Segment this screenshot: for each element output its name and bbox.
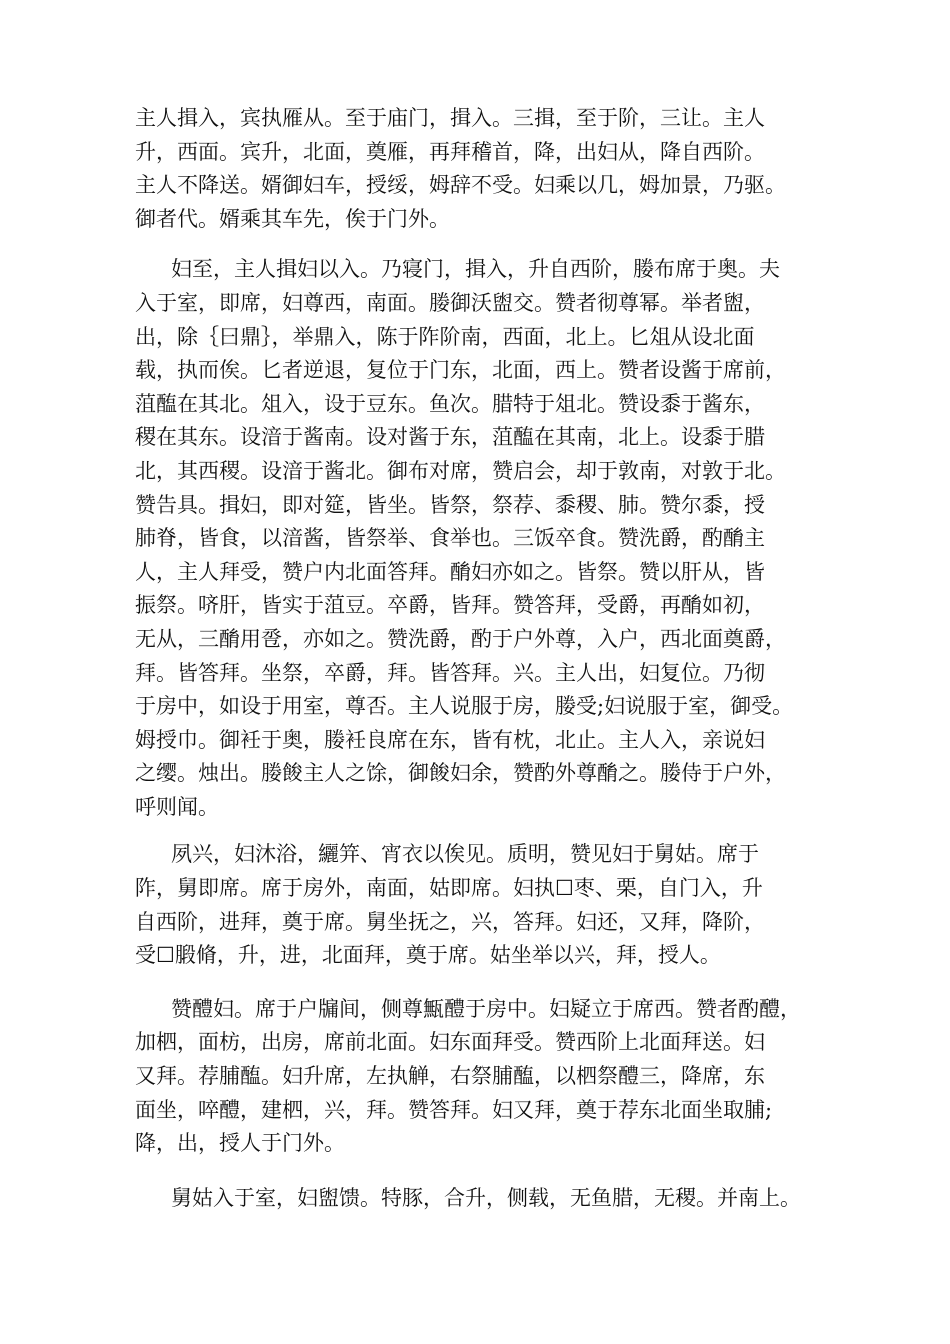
text-line: 御者代。婿乘其车先，俟于门外。 [135,206,450,231]
text-line: 于房中，如设于用室，尊否。主人说服于房，媵受;妇说服于室，御受。 [135,694,794,719]
text-line: 主人揖入，宾执雁从。至于庙门，揖入。三揖，至于阶，三让。主人 [135,106,765,130]
text-line: 面坐，啐醴，建柶，兴，拜。赞答拜。妇又拜，奠于荐东北面坐取脯; [135,1097,773,1122]
text-line: 赞告具。揖妇，即对筵，皆坐。皆祭，祭荐、黍稷、肺。赞尔黍，授 [135,492,765,517]
paragraph-5 [135,1182,840,1216]
text-line: 降，出，授人于门外。 [135,1131,345,1156]
text-line: 之缨。烛出。媵餕主人之馀，御餕妇余，赞酌外尊酳之。媵侍于户外， [135,761,786,786]
paragraph-3 [135,838,840,972]
text-line: 入于室，即席，妇尊西，南面。媵御沃盥交。赞者彻尊幂。举者盥， [135,290,765,315]
paragraph-2 [135,253,840,824]
text-line: 肺脊，皆食，以湆酱，皆祭举、食举也。三饭卒食。赞洗爵，酌酳主 [135,526,765,551]
text-line: 舅姑入于室，妇盥馈。特豚，合升，侧载，无鱼腊，无稷。并南上。 [171,1185,801,1210]
text-line: 赞醴妇。席于户牖间，侧尊甒醴于房中。妇疑立于席西。赞者酌醴， [171,996,801,1021]
text-line: 夙兴，妇沐浴，纚笄、宵衣以俟见。质明，赞见妇于舅姑。席于 [171,842,759,867]
text-line: 稷在其东。设湆于酱南。设对酱于东，菹醢在其南，北上。设黍于腊 [135,425,765,450]
text-line: 菹醢在其北。俎入，设于豆东。鱼次。腊特于俎北。赞设黍于酱东， [135,391,765,416]
text-line: 阼，舅即席。席于房外，南面，姑即席。妇执☐枣、栗，自门入，升 [135,876,763,901]
text-line: 升，西面。宾升，北面，奠雁，再拜稽首，降，出妇从，降自西阶。 [135,139,765,164]
text-line: 无从，三酳用卺，亦如之。赞洗爵，酌于户外尊，入户，西北面奠爵， [135,626,786,651]
text-line: 人，主人拜受，赞户内北面答拜。酳妇亦如之。皆祭。赞以肝从，皆 [135,559,765,584]
paragraph-1 [135,102,840,236]
text-line: 出，除｛曰鼎｝，举鼎入，陈于阼阶南，西面，北上。匕俎从设北面 [135,324,755,349]
paragraph-4 [135,993,840,1161]
text-line: 拜。皆答拜。坐祭，卒爵，拜。皆答拜。兴。主人出，妇复位。乃彻 [135,660,765,685]
text-line: 加柶，面枋，出房，席前北面。妇东面拜受。赞西阶上北面拜送。妇 [135,1030,765,1055]
text-line: 又拜。荐脯醢。妇升席，左执觯，右祭脯醢，以柶祭醴三，降席，东 [135,1064,765,1089]
text-line: 振祭。哜肝，皆实于菹豆。卒爵，皆拜。赞答拜，受爵，再酳如初， [135,593,765,618]
text-line: 主人不降送。婿御妇车，授绥，姆辞不受。妇乘以几，姆加景，乃驱。 [135,173,786,198]
text-line: 姆授巾。御衽于奥，媵衽良席在东，皆有枕，北止。主人入，亲说妇 [135,727,765,752]
text-line: 呼则闻。 [135,794,219,819]
text-line: 载，执而俟。匕者逆退，复位于门东，北面，西上。赞者设酱于席前， [135,358,786,383]
text-line: 受☐腶脩，升，进，北面拜，奠于席。姑坐举以兴，拜，授人。 [135,943,721,968]
text-line: 自西阶，进拜，奠于席。舅坐抚之，兴，答拜。妇还，又拜，降阶， [135,909,765,934]
text-line: 妇至，主人揖妇以入。乃寝门，揖入，升自西阶，媵布席于奥。夫 [171,257,780,282]
text-line: 北，其西稷。设湆于酱北。御布对席，赞启会，却于敦南，对敦于北。 [135,458,786,483]
